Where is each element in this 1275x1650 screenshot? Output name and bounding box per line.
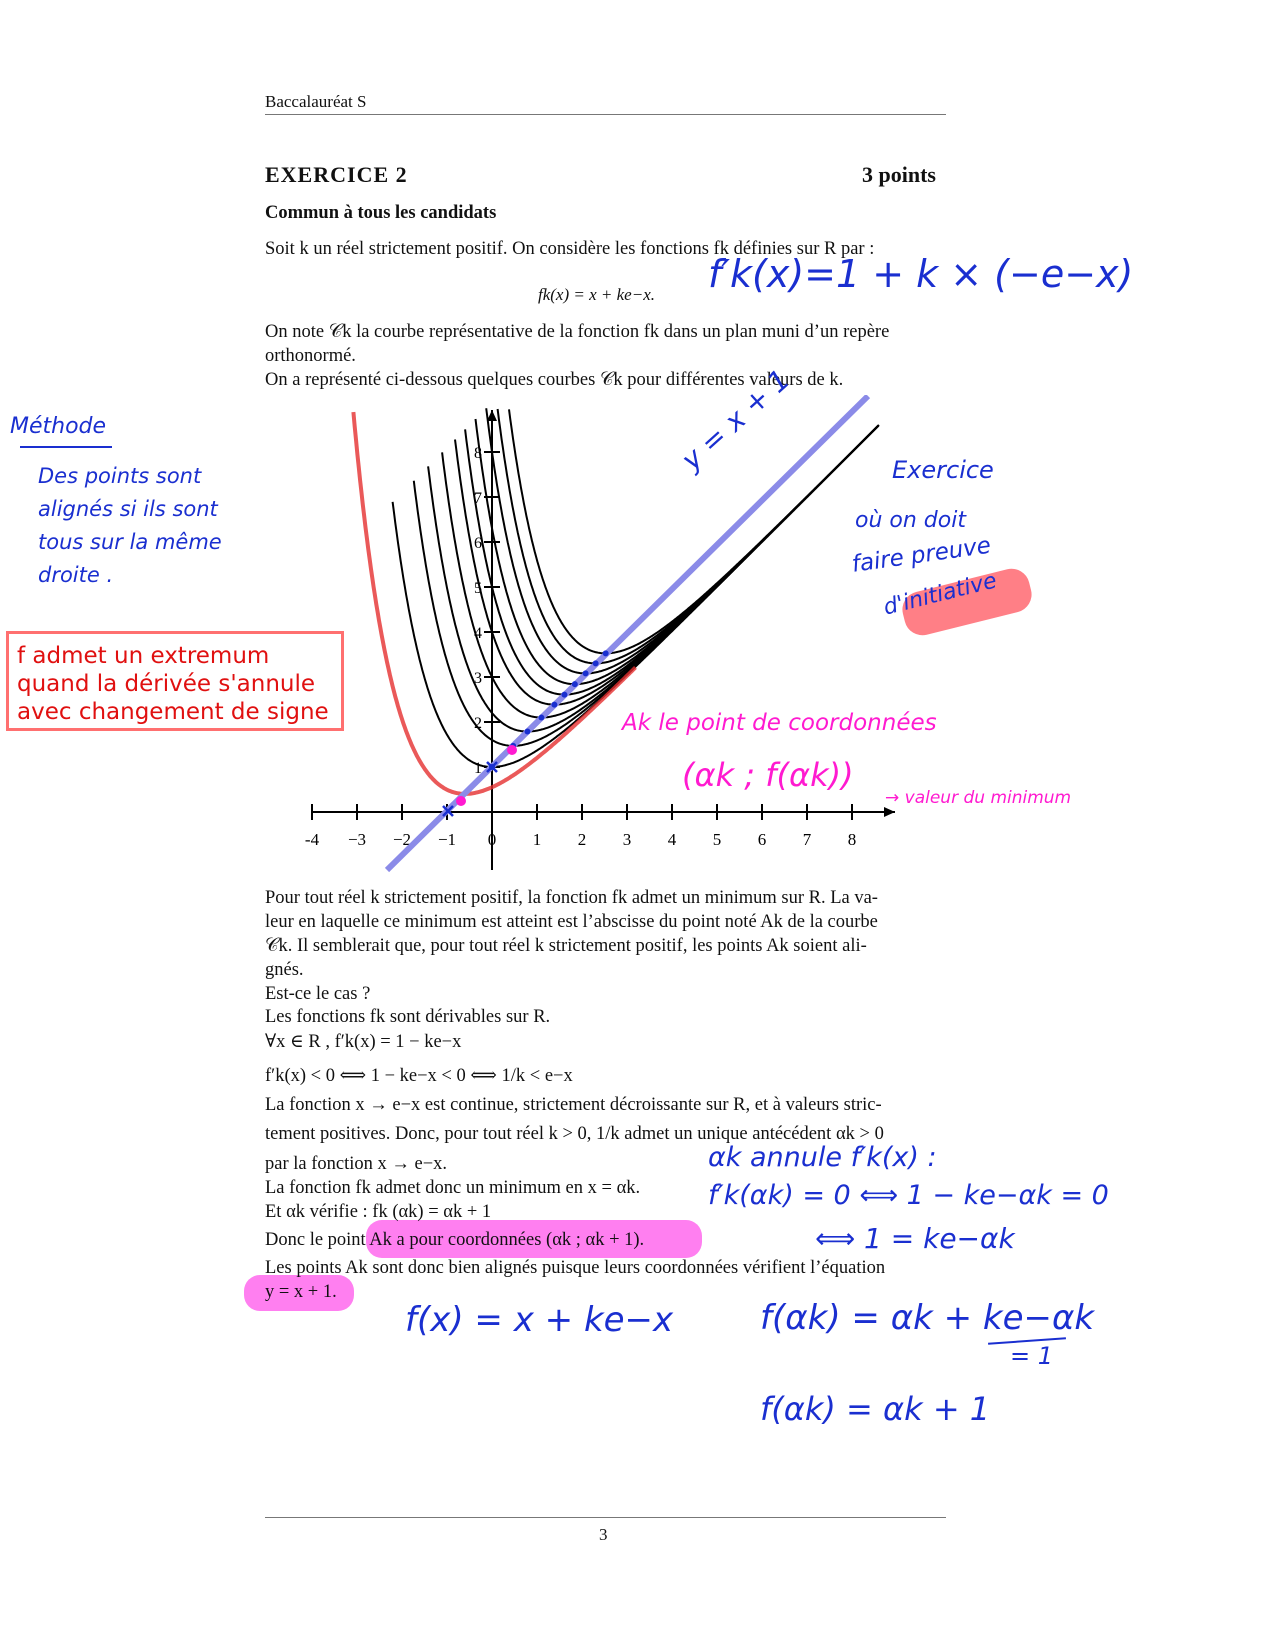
minimum-point xyxy=(572,681,578,687)
exercise-note-4: d'initiative xyxy=(880,568,1000,621)
x-tick-label: -4 xyxy=(304,830,320,849)
body-line-13: Et αk vérifie : fk (αk) = αk + 1 xyxy=(265,1202,492,1222)
f-alpha-note: f(αk) = αk + ke−αk xyxy=(760,1298,1095,1338)
ak-note-line-1: Ak le point de coordonnées xyxy=(622,710,937,736)
minimum-point xyxy=(524,729,530,735)
exercise-note-3: faire preuve xyxy=(850,532,993,578)
minimum-point xyxy=(603,650,609,656)
fx-note: f(x) = x + ke−x xyxy=(405,1300,674,1340)
body-line-16: y = x + 1. xyxy=(265,1282,337,1302)
y-tick-label: 6 xyxy=(474,535,482,552)
body-line-11: par la fonction x → e−x. xyxy=(265,1154,448,1174)
point-a-kmid xyxy=(507,745,517,755)
exercise-title: EXERCICE 2 xyxy=(265,162,408,187)
minimum-point xyxy=(538,715,544,721)
y-tick-label: 4 xyxy=(474,625,482,642)
page-number: 3 xyxy=(599,1525,608,1544)
y-tick-label: 3 xyxy=(474,670,482,687)
point-a-k1 xyxy=(456,796,466,806)
body-line-15: Les points Ak sont donc bien alignés puisque leurs coordonnées vérifient l’équation xyxy=(265,1258,886,1278)
x-tick-label: −2 xyxy=(392,830,412,849)
header-rule xyxy=(265,114,946,115)
equation-2-note: ⟺ 1 = ke−αk xyxy=(815,1222,1015,1255)
footer-rule xyxy=(265,1517,946,1518)
x-tick-label: 5 xyxy=(712,830,722,849)
body-line-12: La fonction fk admet donc un minimum en x = αk. xyxy=(265,1178,641,1198)
line-label: y = x + 1 xyxy=(674,362,797,477)
methode-title: Méthode xyxy=(10,414,107,439)
body-line-3: 𝒞k. Il semblerait que, pour tout réel k strictement positif, les points Ak soient ali- xyxy=(265,936,867,956)
y-tick-label: 5 xyxy=(474,580,482,597)
intro-line-2: On note 𝒞k la courbe représentative de la fonction fk dans un plan muni d’un repère xyxy=(265,322,890,342)
exercise-points: 3 points xyxy=(862,162,936,187)
y-tick-label: 7 xyxy=(474,490,482,507)
extremum-note-box: f admet un extremum quand la dérivée s'annule avec changement de signe xyxy=(6,631,344,731)
exercise-subtitle: Commun à tous les candidats xyxy=(265,203,497,223)
x-tick-label: −3 xyxy=(347,830,367,849)
intro-line-4: On a représenté ci-dessous quelques courbes 𝒞k pour différentes valeurs de k. xyxy=(265,370,844,390)
derivative-note: f′k(x)=1 + k × (−e−x) xyxy=(708,252,1134,296)
minimum-point xyxy=(551,702,557,708)
intro-line-3: orthonormé. xyxy=(265,346,356,366)
body-line-10: tement positives. Donc, pour tout réel k > 0, 1/k admet un unique antécédent αk > 0 xyxy=(265,1124,884,1144)
x-tick-label: 1 xyxy=(532,830,542,849)
body-line-4: gnés. xyxy=(265,960,304,980)
body-line-9: La fonction x → e−x est continue, strictement décroissante sur R, et à valeurs stric- xyxy=(265,1095,882,1115)
body-line-7: ∀x ∈ R , f′k(x) = 1 − ke−x xyxy=(265,1032,462,1052)
body-line-2: leur en laquelle ce minimum est atteint est l’abscisse du point noté Ak de la courbe xyxy=(265,912,878,932)
body-line-8: f′k(x) < 0 ⟺ 1 − ke−x < 0 ⟺ 1/k < e−x xyxy=(265,1066,573,1086)
f-alpha-final-note: f(αk) = αk + 1 xyxy=(760,1390,991,1428)
intro-formula: fk(x) = x + ke−x. xyxy=(538,285,655,304)
x-tick-label: 0 xyxy=(487,830,497,849)
equals-one-note: = 1 xyxy=(1010,1342,1054,1370)
x-tick-label: 8 xyxy=(847,830,857,849)
x-tick-label: −1 xyxy=(437,830,457,849)
body-line-5: Est-ce le cas ? xyxy=(265,984,371,1004)
minimum-point xyxy=(593,660,599,666)
methode-note: Des points sont alignés si ils sont tous sur la même droite . xyxy=(38,464,222,587)
minimum-point xyxy=(561,692,567,698)
intro-line-1: Soit k un réel strictement positif. On considère les fonctions fk définies sur R par : xyxy=(265,239,875,259)
y-tick-label: 2 xyxy=(474,715,482,732)
equation-1-note: f′k(αk) = 0 ⟺ 1 − ke−αk = 0 xyxy=(708,1180,1109,1211)
curve-ck xyxy=(442,426,878,718)
curve-ck xyxy=(465,426,878,695)
function-graph xyxy=(300,395,920,875)
curve-ck xyxy=(476,419,878,684)
methode-underline xyxy=(20,446,112,448)
body-line-14: Donc le point Ak a pour coordonnées (αk ; αk + 1). xyxy=(265,1230,645,1250)
alpha-annule-note: αk annule f′k(x) : xyxy=(708,1142,937,1173)
ak-note-line-2: (αk ; f(αk)) xyxy=(682,756,854,794)
min-value-note: → valeur du minimum xyxy=(885,788,1072,808)
body-line-1: Pour tout réel k strictement positif, la fonction fk admet un minimum sur R. La va- xyxy=(265,888,878,908)
x-tick-label: 6 xyxy=(757,830,767,849)
y-tick-label: 8 xyxy=(474,445,482,462)
exercise-note-2: où on doit xyxy=(855,508,966,533)
x-tick-label: 3 xyxy=(622,830,632,849)
x-axis-arrow xyxy=(884,807,895,817)
x-tick-label: 2 xyxy=(577,830,587,849)
x-tick-label: 7 xyxy=(802,830,812,849)
page-header: Baccalauréat S xyxy=(265,92,367,111)
x-tick-label: 4 xyxy=(667,830,677,849)
exercise-note-1: Exercice xyxy=(892,456,994,484)
y-tick-label: 1 xyxy=(474,760,482,777)
minimum-point xyxy=(583,670,589,676)
body-line-6: Les fonctions fk sont dérivables sur R. xyxy=(265,1007,551,1027)
